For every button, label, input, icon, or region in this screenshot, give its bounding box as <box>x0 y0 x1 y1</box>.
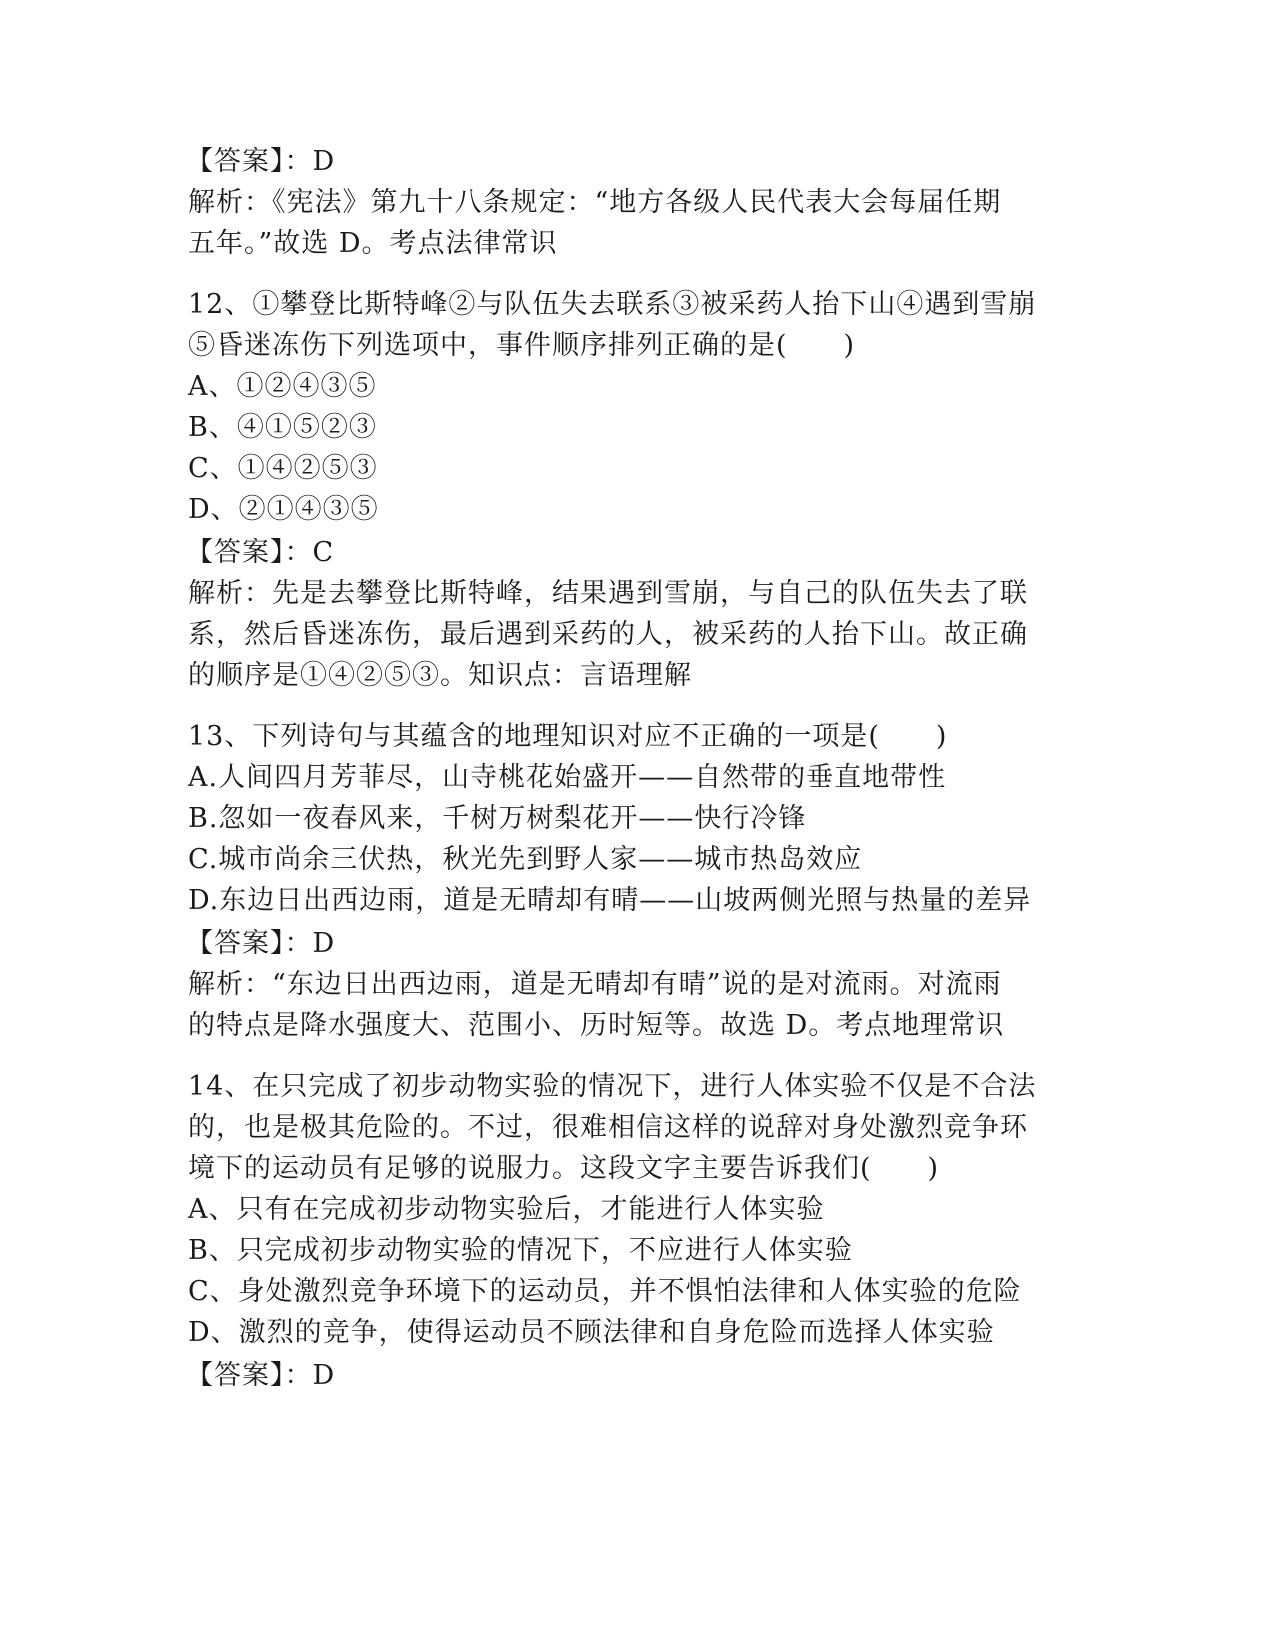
q14-stem-line-1: 14、在只完成了初步动物实验的情况下，进行人体实验不仅是不合法 <box>188 1071 1037 1102</box>
q11-explanation-line-1: 解析：《宪法》第九十八条规定：“地方各级人民代表大会每届任期 <box>188 187 1002 218</box>
q11-answer: 【答案】：D <box>186 146 336 177</box>
q12-option-c: C、①④②⑤③ <box>188 453 378 484</box>
q13-stem: 13、下列诗句与其蕴含的地理知识对应不正确的一项是( ) <box>188 721 948 752</box>
q13-explanation-line-2: 的特点是降水强度大、范围小、历时短等。故选 D。考点地理常识 <box>188 1010 1005 1041</box>
q14-option-c: C、身处激烈竞争环境下的运动员，并不惧怕法律和人体实验的危险 <box>188 1276 1022 1307</box>
q11-explanation-line-2: 五年。”故选 D。考点法律常识 <box>188 228 558 259</box>
q13-answer: 【答案】：D <box>186 928 336 959</box>
q13-option-d: D.东边日出西边雨，道是无晴却有晴——山坡两侧光照与热量的差异 <box>188 885 1032 916</box>
q12-answer: 【答案】：C <box>186 537 335 568</box>
q12-explanation-line-1: 解析：先是去攀登比斯特峰，结果遇到雪崩，与自己的队伍失去了联 <box>188 578 1028 609</box>
q12-stem-line-1: 12、①攀登比斯特峰②与队伍失去联系③被采药人抬下山④遇到雪崩 <box>188 289 1037 320</box>
q14-option-d: D、激烈的竞争，使得运动员不顾法律和自身危险而选择人体实验 <box>188 1317 995 1348</box>
q14-option-a: A、只有在完成初步动物实验后，才能进行人体实验 <box>188 1194 825 1225</box>
q13-option-c: C.城市尚余三伏热，秋光先到野人家——城市热岛效应 <box>188 844 863 875</box>
q12-explanation-line-2: 系，然后昏迷冻伤，最后遇到采药的人，被采药的人抬下山。故正确 <box>188 619 1028 650</box>
q12-option-b: B、④①⑤②③ <box>188 412 377 443</box>
q12-option-d: D、②①④③⑤ <box>188 494 379 525</box>
q12-stem-line-2: ⑤昏迷冻伤下列选项中，事件顺序排列正确的是( ) <box>188 330 856 361</box>
q13-option-a: A.人间四月芳菲尽，山寺桃花始盛开——自然带的垂直地带性 <box>188 762 947 793</box>
q12-option-a: A、①②④③⑤ <box>188 371 377 402</box>
q14-stem-line-2: 的，也是极其危险的。不过，很难相信这样的说辞对身处激烈竞争环 <box>188 1112 1028 1143</box>
q14-option-b: B、只完成初步动物实验的情况下，不应进行人体实验 <box>188 1235 853 1266</box>
q13-option-b: B.忽如一夜春风来，千树万树梨花开——快行冷锋 <box>188 803 807 834</box>
q12-explanation-line-3: 的顺序是①④②⑤③。知识点：言语理解 <box>188 660 692 691</box>
q14-stem-line-3: 境下的运动员有足够的说服力。这段文字主要告诉我们( ) <box>188 1153 940 1184</box>
q13-explanation-line-1: 解析：“东边日出西边雨，道是无晴却有晴”说的是对流雨。对流雨 <box>188 969 1002 1000</box>
q14-answer: 【答案】：D <box>186 1360 336 1391</box>
